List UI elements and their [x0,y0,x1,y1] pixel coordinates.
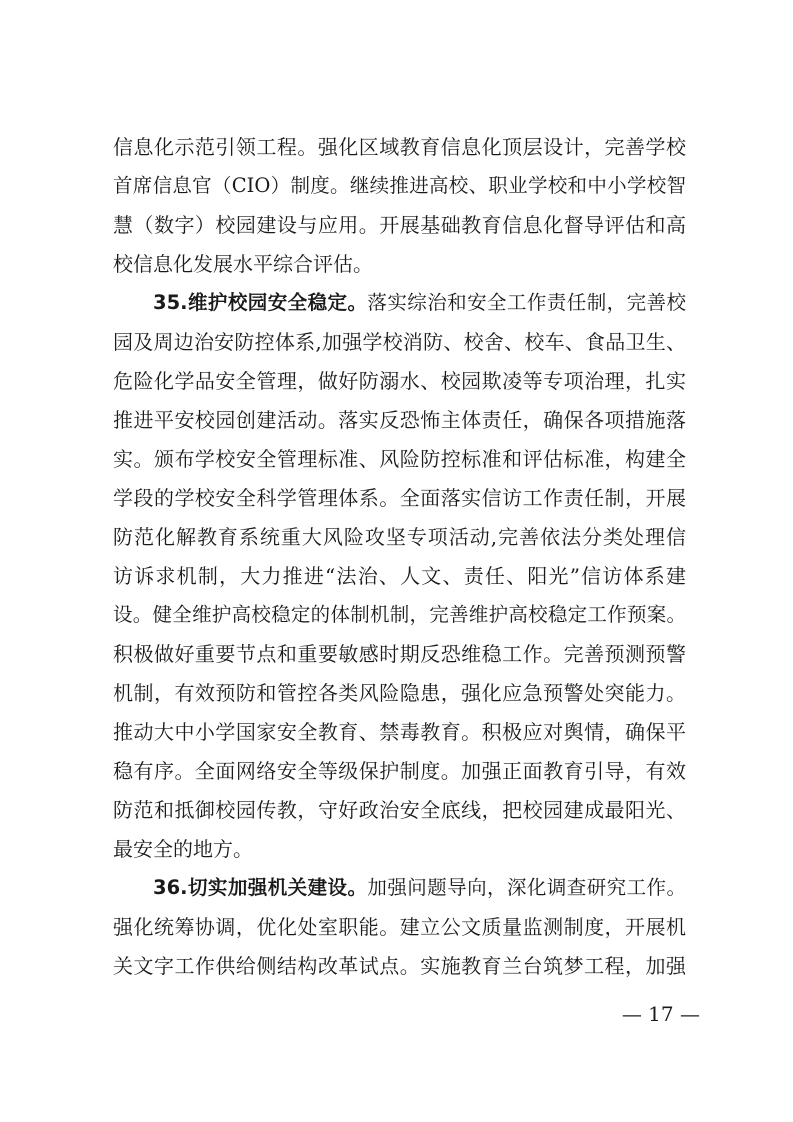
text-line: 强化统筹协调，优化处室职能。建立公文质量监测制度，开展机 [113,915,686,939]
item-36-first-line-text: 加强问题导向，深化调查研究工作。 [367,876,686,899]
text-line: 最安全的地方。 [113,837,253,861]
text-line: 积极做好重要节点和重要敏感时期反恐维稳工作。完善预测预警 [113,642,686,666]
text-line: 信息化示范引领工程。强化区域教育信息化顶层设计，完善学校 [113,135,686,159]
text-line: 推进平安校园创建活动。落实反恐怖主体责任，确保各项措施落 [113,408,686,432]
item-36-heading: 36.切实加强机关建设。 [153,876,368,899]
item-36-first-line [153,873,686,903]
text-line: 稳有序。全面网络安全等级保护制度。加强正面教育引导，有效 [113,759,686,783]
text-line: 校信息化发展水平综合评估。 [113,252,373,276]
text-line: 访诉求机制，大力推进“法治、人文、责任、阳光”信访体系建 [113,564,686,588]
text-line: 慧（数字）校园建设与应用。开展基础教育信息化督导评估和高 [113,213,686,237]
text-line: 机制，有效预防和管控各类风险隐患，强化应急预警处突能力。 [113,681,686,705]
text-line: 设。健全维护高校稳定的体制机制，完善维护高校稳定工作预案。 [113,603,686,626]
text-line: 防范化解教育系统重大风险攻坚专项活动,完善依法分类处理信 [113,525,686,549]
text-line: 关文字工作供给侧结构改革试点。实施教育兰台筑梦工程，加强 [113,954,686,978]
page-number: — 17 — [621,1002,700,1026]
item-35-first-line-text: 落实综治和安全工作责任制，完善校 [367,291,686,314]
text-line: 推动大中小学国家安全教育、禁毒教育。积极应对舆情，确保平 [113,720,686,744]
text-line: 首席信息官（CIO）制度。继续推进高校、职业学校和中小学校智 [113,174,686,197]
text-line: 实。颁布学校安全管理标准、风险防控标准和评估标准，构建全 [113,447,686,471]
text-line: 学段的学校安全科学管理体系。全面落实信访工作责任制，开展 [113,486,686,510]
text-line: 园及周边治安防控体系,加强学校消防、校舍、校车、食品卫生、 [113,330,686,354]
text-line: 危险化学品安全管理，做好防溺水、校园欺凌等专项治理，扎实 [113,369,686,393]
text-line: 防范和抵御校园传教，守好政治安全底线，把校园建成最阳光、 [113,798,686,822]
item-35-heading: 35.维护校园安全稳定。 [153,291,368,314]
item-35-first-line [153,288,686,318]
